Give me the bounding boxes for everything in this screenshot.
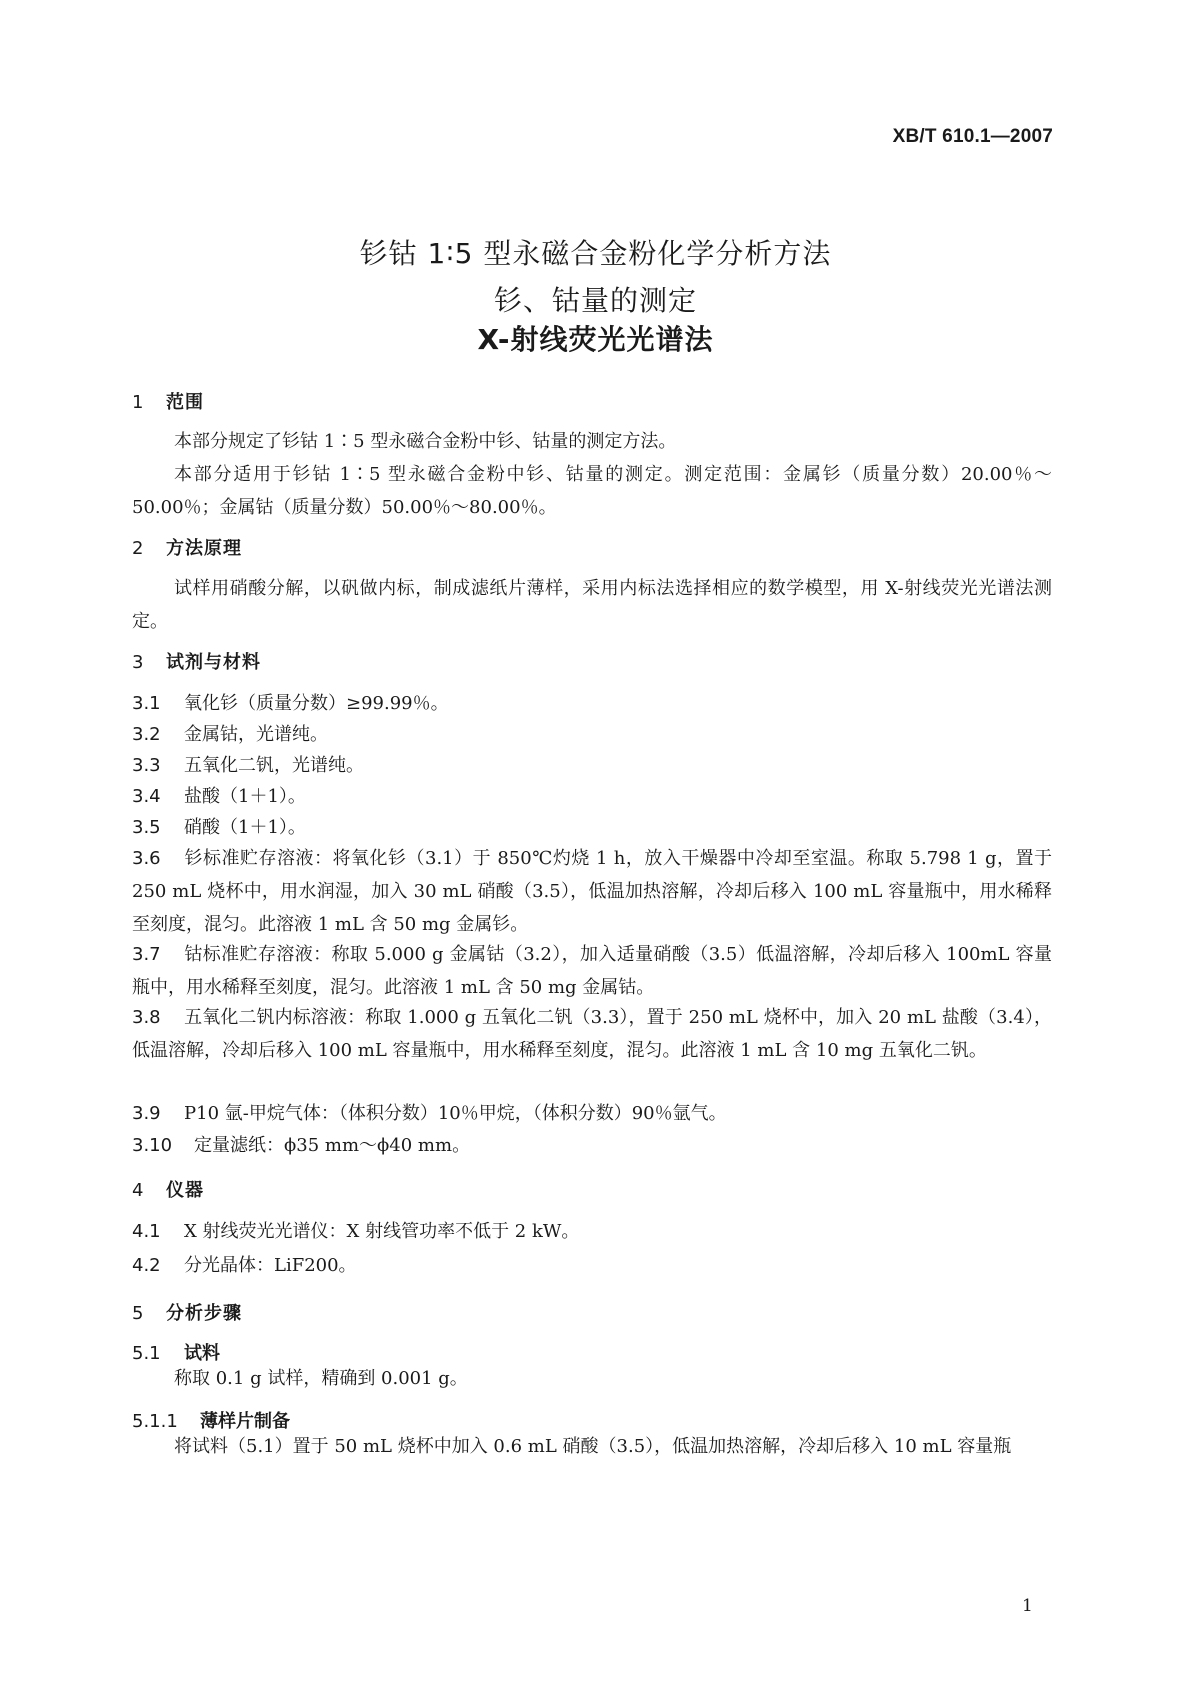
item-text: 钴标准贮存溶液：称取 5.000 g 金属钴（3.2），加入适量硝酸（3.5）低温溶解，冷却后移入 100mL 容量瓶中，用水稀释至刻度，混匀。此溶液 1 mL 含 50 mg 金属钴。	[132, 944, 1052, 998]
page-number: 1	[1022, 1596, 1033, 1616]
item-number: 3.9	[132, 1103, 161, 1124]
section-title: 试剂与材料	[166, 652, 261, 673]
item-number: 3.3	[132, 755, 161, 776]
list-item	[132, 1129, 1052, 1162]
list-item	[132, 1001, 1052, 1067]
paragraph: 称取 0.1 g 试样，精确到 0.001 g。	[174, 1368, 468, 1389]
list-item	[132, 938, 1052, 1004]
standard-number: XB/T 610.1—2007	[892, 126, 1053, 147]
section-number: 1	[132, 392, 145, 413]
item-text: 五氧化二钒，光谱纯。	[184, 755, 364, 776]
section-5-heading	[132, 1299, 242, 1325]
item-text: 硝酸（1＋1）。	[184, 817, 306, 838]
item-text: P10 氩-甲烷气体：（体积分数）10％甲烷，（体积分数）90％氩气。	[184, 1103, 727, 1124]
paragraph: 试样用硝酸分解，以矾做内标，制成滤纸片薄样，采用内标法选择相应的数学模型，用 X-射线荧光光谱法测定。	[132, 578, 1052, 632]
list-item	[132, 718, 1052, 751]
item-number: 4.2	[132, 1255, 161, 1276]
item-number: 3.2	[132, 724, 161, 745]
list-item	[132, 1249, 1052, 1282]
item-text: 五氧化二钒内标溶液：称取 1.000 g 五氧化二钒（3.3），置于 250 mL 烧杯中，加入 20 mL 盐酸（3.4），低温溶解，冷却后移入 100 mL 容量瓶中，用水稀释至刻度，混匀。此溶液 1 mL 含 10 mg 五氧化二钒。	[132, 1007, 1052, 1061]
item-text: 盐酸（1＋1）。	[184, 786, 306, 807]
list-item	[132, 1215, 1052, 1248]
paragraph: 将试料（5.1）置于 50 mL 烧杯中加入 0.6 mL 硝酸（3.5），低温加热溶解，冷却后移入 10 mL 容量瓶	[174, 1436, 1012, 1457]
section-number: 5	[132, 1303, 145, 1324]
subsection-title: 薄样片制备	[200, 1411, 290, 1432]
document-title-line-3: X-射线荧光光谱法	[477, 323, 714, 356]
list-item	[132, 749, 1052, 782]
item-number: 3.1	[132, 693, 161, 714]
section-2-heading	[132, 534, 242, 560]
section-number: 2	[132, 538, 145, 559]
item-text: 氧化钐（质量分数）≥99.99％。	[184, 693, 449, 714]
item-text: 定量滤纸：ϕ35 mm～ϕ40 mm。	[194, 1135, 471, 1156]
item-number: 3.5	[132, 817, 161, 838]
list-item	[132, 811, 1052, 844]
section-3-heading	[132, 648, 261, 674]
section-title: 方法原理	[166, 538, 242, 559]
item-number: 3.4	[132, 786, 161, 807]
list-item	[132, 842, 1052, 941]
document-title-line-1: 钐钴 1∶5 型永磁合金粉化学分析方法	[359, 237, 832, 270]
section-title: 分析步骤	[166, 1303, 242, 1324]
item-number: 3.6	[132, 848, 161, 869]
item-number: 4.1	[132, 1221, 161, 1242]
paragraph: 本部分规定了钐钴 1∶5 型永磁合金粉中钐、钴量的测定方法。	[174, 431, 677, 452]
subsection-number: 5.1.1	[132, 1411, 178, 1432]
document-title-line-2: 钐、钴量的测定	[493, 284, 697, 317]
section-4-heading	[132, 1176, 204, 1202]
item-number: 3.8	[132, 1007, 161, 1028]
paragraph: 本部分适用于钐钴 1∶5 型永磁合金粉中钐、钴量的测定。测定范围：金属钐（质量分数）20.00％～50.00％；金属钴（质量分数）50.00％～80.00％。	[132, 464, 1052, 518]
item-number: 3.10	[132, 1135, 173, 1156]
section-title: 范围	[166, 392, 204, 413]
subsection-title: 试料	[184, 1343, 220, 1364]
item-text: 金属钴，光谱纯。	[184, 724, 328, 745]
item-text: 钐标准贮存溶液：将氧化钐（3.1）于 850℃灼烧 1 h，放入干燥器中冷却至室温。称取 5.798 1 g，置于 250 mL 烧杯中，用水润湿，加入 30 mL 硝酸（3.5），低温加热溶解，冷却后移入 100 mL 容量瓶中，用水稀释至刻度，混匀。此溶液 1 mL 含 50 mg 金属钐。	[132, 848, 1052, 935]
item-text: 分光晶体：LiF200。	[184, 1255, 357, 1276]
item-text: X 射线荧光光谱仪：X 射线管功率不低于 2 kW。	[184, 1221, 580, 1242]
list-item	[132, 1097, 1052, 1130]
item-number: 3.7	[132, 944, 161, 965]
section-number: 3	[132, 652, 145, 673]
list-item	[132, 687, 1052, 720]
subsection-number: 5.1	[132, 1343, 161, 1364]
list-item	[132, 780, 1052, 813]
section-title: 仪器	[166, 1180, 204, 1201]
section-1-heading	[132, 388, 204, 414]
section-number: 4	[132, 1180, 145, 1201]
